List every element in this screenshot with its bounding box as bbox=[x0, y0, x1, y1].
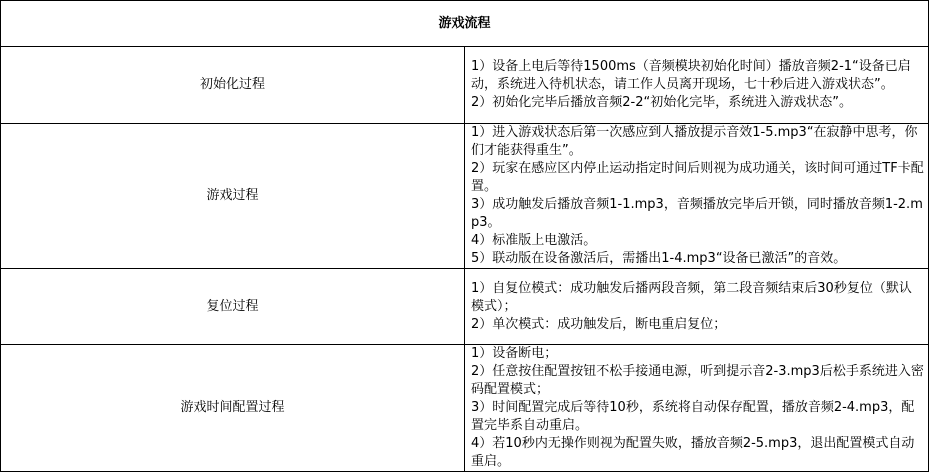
section-content-time-config bbox=[465, 345, 929, 472]
section-content-reset bbox=[465, 269, 929, 345]
content-line: 1）自复位模式：成功触发后播两段音频，第二段音频结束后30秒复位（默认模式）； bbox=[471, 280, 912, 314]
title-row bbox=[1, 1, 929, 47]
table-title: 游戏流程 bbox=[1, 1, 929, 47]
content-line: 4）若10秒内无操作则视为配置失败，播放音频2-5.mp3，退出配置模式自动重启。 bbox=[471, 436, 915, 469]
section-content-init bbox=[465, 47, 929, 124]
content-line: 2）玩家在感应区内停止运动指定时间后则视为成功通关，该时间可通过TF卡配置。 bbox=[471, 161, 924, 194]
content-line: 2）任意按住配置按钮不松手接通电源，听到提示音2-3.mp3后松手系统进入密码配置模式； bbox=[471, 364, 924, 397]
content-line: 3）时间配置完成后等待10秒，系统将自动保存配置，播放音频2-4.mp3，配置完毕系自动重启。 bbox=[471, 400, 915, 433]
content-line: 1）设备上电后等待1500ms（音频模块初始化时间）播放音频2-1“设备已启动，系统进入待机状态，请工作人员离开现场，七十秒后进入游戏状态”。 bbox=[471, 59, 911, 92]
section-row-time-config bbox=[1, 345, 929, 472]
section-row-init bbox=[1, 47, 929, 124]
content-line: 3）成功触发后播放音频1-1.mp3，音频播放完毕后开锁，同时播放音频1-2.mp3。 bbox=[471, 197, 923, 230]
section-label-init: 初始化过程 bbox=[1, 47, 465, 124]
section-label-time-config: 游戏时间配置过程 bbox=[1, 345, 465, 472]
section-row-reset bbox=[1, 269, 929, 345]
section-content-game bbox=[465, 124, 929, 269]
content-line: 1）进入游戏状态后第一次感应到人播放提示音效1-5.mp3“在寂静中思考，你们才能获得重生”。 bbox=[471, 125, 918, 158]
section-row-game bbox=[1, 124, 929, 269]
content-line: 4）标准版上电激活。 bbox=[471, 233, 597, 248]
content-line: 2）单次模式：成功触发后，断电重启复位； bbox=[471, 316, 727, 332]
content-line: 5）联动版在设备激活后，需播出1-4.mp3“设备已激活”的音效。 bbox=[471, 251, 847, 266]
section-label-game: 游戏过程 bbox=[1, 124, 465, 269]
content-line: 2）初始化完毕后播放音频2-2“初始化完毕，系统进入游戏状态”。 bbox=[471, 95, 852, 110]
content-line: 1）设备断电； bbox=[471, 346, 558, 361]
section-label-reset: 复位过程 bbox=[1, 269, 465, 345]
